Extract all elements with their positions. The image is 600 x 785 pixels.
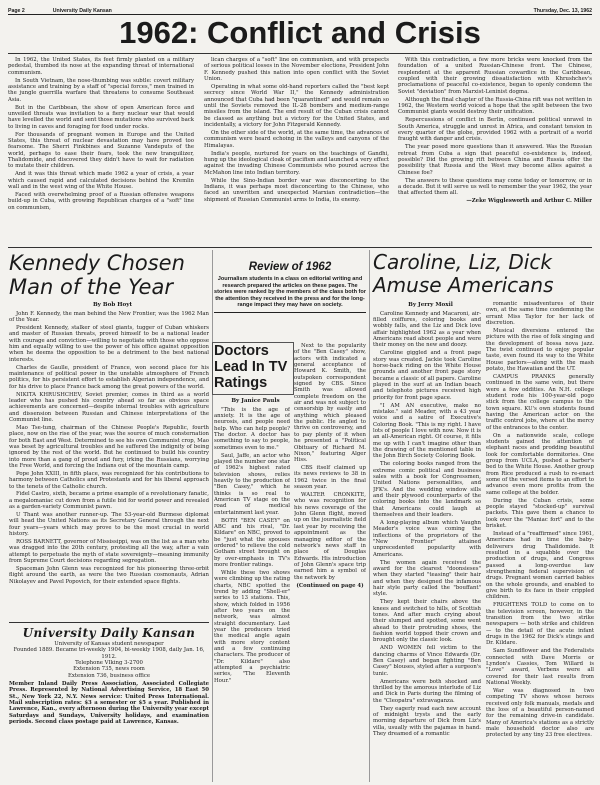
caroline-paragraph: War was diagnosed in two competing TV shows whose heroes received only folk manuals, medals and the loss of a beautiful person-named for the remaining drive-in candidate. Many of America's stations as a strictly male household doctor also are protected by any tiny 23 free electives. bbox=[486, 688, 594, 739]
doctors-paragraph: Next to the popularity of the "Ben Casey" show, actors with indicated a general acceptance of Howard K. Smith, the outspoken correspondent signed by CBS. Since Smith was allowed complete freedom on the air and was not subject to censorship by easily and anything which pleased the public. He angled to thrive on controversy, and to pay plenty of it when he presented a "Political Obituary of Richard M. Nixon," featuring Alger Hiss. bbox=[294, 343, 366, 464]
lead-paragraph: But in the Caribbean, the show of open American force and unveiled threats was invitation to a fiery nuclear war that would have levelled the world and sent those mutations who survived back to living in caves and foraging for food under rocks. bbox=[8, 104, 194, 130]
caroline-paragraph: A long-playing album which Vaughn Meader's voice was coming the inflections of the proprietors of the "New Frontier" attained unprecedented popularity with Americans. bbox=[373, 519, 481, 558]
caroline-paragraph: On a nationwide scale, college students gained the attention of elephant races and prodding beautiful look for comfortable dormitories. One group from UCLA, pushed a barber's bed to the White House. Another group from Rice produced a rush to re-enact some of the versed items to an effort to advance even more profits from the same college at the bolder. bbox=[486, 432, 594, 496]
caroline-paragraph: Americans were both shocked and thrilled by the amorous interlude of Liz and Dick in Paris during the filming of the "Cleopatra" extravaganza. bbox=[373, 678, 481, 704]
lead-paragraph: While the Sino-Indian border war was disconcerting to the Indians, it was perhaps most disconcerting to the Chinese, who faced an unwritten and unexpected Marxian contradiction—the shipment of Russian Communist arms to India, its enemy. bbox=[204, 177, 389, 203]
caroline-byline: By Jerry Moxil bbox=[408, 302, 453, 308]
page-number: Page 2 bbox=[8, 8, 25, 14]
caroline-column-1 bbox=[373, 301, 481, 782]
caroline-paragraph: Sam Sundflower and the Federalists connected with Dave Morris or Lyndon's Cassies, Tom Willard is "Love" award, Verbens were all covered for their last results from National Weekly. bbox=[486, 648, 594, 687]
kennedy-paragraph: President Kennedy, stalker of steel giants, tugger of Cuban whiskers and master of Russian threats, proved himself to be a national leader with courage and conviction—willing to negotiate with those who oppose him and equally willing to use the power of his office against opposition when he deems the opposition to be a detriment to the best national interests. bbox=[9, 324, 209, 363]
caroline-paragraph: AND WOMEN fell victim to the dancing charms of Vince Edwards (Dr. Ben Casey) and began fighting "Ben Casey" blouses, styled after a surgeon's tunic. bbox=[373, 645, 481, 677]
kennedy-paragraph: Fidel Castro, sixth, became a prime example of a revolutionary fanatic, a megalomaniac cut down from a futile bid for world power and revealed as a garden-variety Communist pawn. bbox=[9, 491, 209, 511]
lead-paragraph: The year posed more questions than it answered. Was the Russian retreat from Cuba a sign that peaceful co-existence is, indeed, possible? Did the growing rift between China and Russia offer the possibility that Russia and the West may become allies against a Chinese foe? bbox=[398, 144, 592, 176]
review-note: Journalism students in a class on editorial writing and research prepared the articles on these pages. The stories were ranked by the members of the class both for the attention they received in the press and for the long-range impact they may have on society. bbox=[214, 276, 366, 313]
caroline-paragraph: During the Cuban crisis, some people stayed "stocked-up" survival packets. This gave them a chance to look over the "Maniac fort" and to the brisket. bbox=[486, 497, 594, 530]
section-rule bbox=[8, 247, 592, 248]
caroline-paragraph: "I AM AN executive, make no mistake." said Meader, with a 43 year voice and a satire of Executive's Coloring Book. "This is my right. I have lots of people I love with now. Now it is an all-American right. Of course, it fills me up with I can't imagine other than the drawing of the mentioned table in the John Birch Society Coloring Book. bbox=[373, 402, 481, 460]
doctors-paragraph: BOTH "BEN CASEY" on ABC and his rival, "Dr. Kildare" on NBC, proved to be "just what the spouses ordered" to relieve the cold Gotham street brought on by over-emphasis in TV's more frontier ratings. bbox=[214, 517, 290, 569]
doctors-paragraph: While these two shows were climbing up the rating charts, NBC spotted the trend by adding "Shell-er" series to 13 stations. This, show, which folded in 1956 after two years on the network, was almost straight documentary. Last year the producers tried the medical angle again with more story content and a few continuing characters. The producer of "Dr. Kildare" also attempted a psychiatric series, "The Eleventh Hour." bbox=[214, 569, 290, 684]
caroline-paragraph: They kept their chairs above the knees and switched to hills, of Scottish tones. And after much crying about their slumped and spotted, some went ahead to their protruding shoes, the fashion world topped their crown and brought only the classic look. bbox=[373, 599, 481, 644]
caroline-paragraph: Caroline giggled and a front page story was created. Jackie took Caroline horse-back riding on the White House grounds and another front page story became a classic of all papers. Caroline played in the surf at an Indian beach and telephoto pictures received high priority for front page space. bbox=[373, 350, 481, 401]
lead-signature: —Zeke Wigglesworth and Arthur C. Miller bbox=[466, 198, 592, 205]
kennedy-paragraph: Spaceman John Glenn was recognized for his pioneering three-orbit flight around the earth, as were the two Russian cosmonauts, Adrian Nikolayev and Pavel Popovich, for their extended space flights. bbox=[9, 566, 209, 585]
caroline-headline: Caroline, Liz, Dick Amuse Americans bbox=[373, 250, 554, 297]
lead-paragraph: Faced with overwhelming proof of a Russian offensive weapons build-up in Cuba, with growing Republican charges of a "soft" line on communism, bbox=[8, 191, 194, 211]
paper-name: University Daily Kansan bbox=[52, 8, 112, 14]
doctors-paragraph: Saul, Jaffe, an actor who played the number one star of 1962's highest rated television shows, relies heavily to the production of "Ben Casey," which he thinks is so real to American TV stage on the road of medical entertainment last year. bbox=[214, 452, 290, 516]
udk-info-line: University of Kansas student newspaper bbox=[54, 641, 164, 647]
doctors-byline: By Janice Pauls bbox=[231, 398, 280, 404]
kennedy-paragraph: ROSS BARNETT, governor of Mississippi, was on the list as a man who was dragged into the 20th century, protesting all the way, after a vain attempt to perpetuate the myth of state sovereignty—meaning immunity from Supreme Court decisions regarding segregation. bbox=[9, 539, 209, 565]
udk-info-line: Extension 736, business office bbox=[67, 672, 151, 679]
cronkite-paragraph: WALTER CRONKITE, who was recognition for his news coverage of the John Glenn flight, moved up on the journalistic field last year by receiving the appointment as the managing editor of the network's news staff in place of Douglas Edwards. His introduction of John Glenn's space trip earned him a symbol of the network by bbox=[294, 492, 366, 581]
lead-paragraph: Repercussions of conflict in Berlin, continued political unravel in South America, struggle and unrest in Africa, and constant tension in every quarter of the globe, provided 1962 with a portrait of a world fraught with danger and crisis. bbox=[398, 117, 592, 143]
caroline-column-2 bbox=[486, 301, 594, 782]
lead-title: 1962: Conflict and Crisis bbox=[119, 15, 481, 50]
kennedy-paragraph: John F. Kennedy, the man behind the New Frontier, was the 1962 Man of the Year. bbox=[9, 310, 209, 323]
review-box bbox=[214, 260, 366, 313]
caroline-paragraph: They eagerly read each new account of midnight trysts and the early morning departure of Dick from Liz's villa, usually with the pajamas in hand. They dreamed of a romantic bbox=[373, 705, 481, 737]
kennedy-paragraph: Charles de Gaulle, president of France, won second place for his maintenance of political power in the unstable atmosphere of French politics, for his persistent effort to establish Algerian independence, and for his drive to place France back among the great powers of the world. bbox=[9, 364, 209, 390]
udk-fine-print: Member Inland Daily Press Association, Associated Collegiate Press. Represented by National Advertising Service, 18 East 50 St., New York 22, N.Y. News service: United Press International. Mail subscription rates: $3 a semester or $5 a year. Published in Lawrence, Kan., every afternoon during the University year except Saturdays and Sundays, University holidays, and examination periods. Second class postage paid at Lawrence, Kansas. bbox=[9, 681, 209, 726]
review-title: Review of 1962 bbox=[248, 261, 332, 273]
continued-note: (Continued on page 4) bbox=[296, 582, 364, 589]
lead-paragraph: With this contradiction, a few more bricks were knocked from the foundation of a united Russian-Chinese front. The Chinese, resplendent at the apparent Russian cowardice in the Caribbean, coupled with their growing dissatisfaction with Khrushchev's proclamations of peaceful co-existence, began to openly condemn the Soviet "deviation" from Marxist-Leninist dogma. bbox=[398, 57, 592, 95]
caroline-paragraph: romantic misadventures of their own, at the same time condemning the errant Miss Taylor for her lack of discretion. bbox=[486, 301, 594, 327]
kennedy-headline: Kennedy Chosen Man of the Year bbox=[9, 251, 185, 299]
caroline-paragraph: Caroline Kennedy and Macaroni, air-filled coiffures, coloring books and wobbly falls, and the Liz and Dick love affair highlighted 1962 as a year when Americans read about people and were their money on the new and doozy. bbox=[373, 310, 481, 349]
udk-logo: University Daily Kansan bbox=[22, 626, 196, 640]
doctors-headline: Doctors Lead In TV Ratings bbox=[214, 343, 288, 391]
lead-paragraph: The answers to these questions may come today or tomorrow, or in a decade. But it will serve us well to remember the year 1962, the year that affected them all. bbox=[398, 177, 592, 197]
udk-box bbox=[9, 622, 209, 785]
page-masthead bbox=[8, 3, 592, 15]
lead-paragraph: India's people, nurtured for years on the teachings of Gandhi, hung up the ideological cloak of pacifism and launched a very effect against the invading Chinese Communists who poured across the McMahon line into Indian territory. bbox=[204, 150, 389, 176]
lead-paragraph: For thousands of pregnant women in Europe and the United States, this threat of nuclear devastation may have proved too fearsome. The Sherri Finkbines and Suzanne Vandeputs of the world, perhaps to ease their fears, took the new tranquilizer, Thalidomide, and discovered they didn't have to wait for radiation to mutate their children. bbox=[8, 131, 194, 170]
kennedy-paragraph: Mao Tse-tung, chairman of the Chinese People's Republic, fourth place, now on the rise of the year, was the source of much consternation for both East and West. Determined to see his own Communist crop, Mao was beset by agricultural troubles and he suffered the indignity of being ignored by the rest of the world. But he continued to build his country into more than a gang of proud and fury, irking the Russians, worrying the Free World, and forcing the Indians out of the mountain camp. bbox=[9, 424, 209, 469]
kennedy-paragraph: U Thant was another runner-up. The 53-year-old Burmese diplomat will head the United Nations as its Secretary General through the next four years—years which may prove to be the most crucial in world history. bbox=[9, 512, 209, 538]
lead-paragraph: Although the final chapter of the Russia-China rift was not written in 1962, the Western world voiced a hope that the split between the two Communist giants would destroy their unification. bbox=[398, 96, 592, 116]
caroline-paragraph: FRIGHTENS TOLD to come on to the television screen, however, in the transition from the two strike newspapers — both strike and children — to the detail of the acute infant drugs in the 1962 for Dick's stings and Dr. Kildare. bbox=[486, 602, 594, 647]
lead-column-1 bbox=[8, 57, 194, 241]
lead-paragraph: Operating in what some old-hand reporters called the "best kept secrecy since World War II," the Kennedy administration announced that Cuba had been "quarantined" and would remain so until the Soviets removed the IL-28 bombers and medium-range missiles from the island. The end result of the Cuban crisis cannot be classed as anything but a victory for the United States, and incidentally, a victory for John Fitzgerald Kennedy. bbox=[204, 83, 389, 129]
lead-paragraph: And it was this threat which made 1962 a year of crisis, a year which caused rapid and calculated decisions behind the Kremlin wall and in the west wing of the White House. bbox=[8, 171, 194, 190]
doctors-column-2 bbox=[294, 343, 366, 782]
kennedy-story bbox=[9, 301, 209, 613]
kennedy-byline: By Bob Hoyt bbox=[92, 302, 133, 308]
caroline-paragraph: CAMPUS PRANKS generally continued in the same vein, but there were a few oddities. An N.H. college student rode his 100-year-old pogo stick from the college campus to the town square. KU's own students found having the American actor on the traffic control jobs, where at the mercy of the entrances to the center. bbox=[486, 373, 594, 431]
kennedy-paragraph: Pope John XXIII, in fifth place, was recognized for his contributions to harmony between Catholics and Protestants and for his liberal approach to the tenets of the Catholic church. bbox=[9, 470, 209, 490]
doctors-column-1 bbox=[214, 397, 290, 782]
udk-info-line: Extension 735, news room bbox=[73, 666, 145, 673]
issue-date: Thursday, Dec. 13, 1962 bbox=[533, 8, 592, 14]
doctors-paragraph: "This is the age of anxiety. It is the age of neurosis, and people need help. Who can help people? The doctor. A doctor has something to say to people, sometimes even to me." bbox=[214, 406, 290, 451]
caroline-paragraph: The women again received the award for the clearest "doonsieses" when they started "teasing" their hair and when they designed the infamous hair style party called the "bouffant" style. bbox=[373, 559, 481, 598]
caroline-paragraph: Musical diversions entered the picture with the rise of folk singing and the development of bossa nova jazz. The twist continued to enjoy popular taste, even found its way to the White House parlors—along with the mash potato, the Hawaiian and the UT. bbox=[486, 327, 594, 373]
lead-paragraph: lican charges of a "soft" line on communism, and with prospects of serious political losses in the November elections, President John F. Kennedy pushed this nation into open conflict with the Soviet Union. bbox=[204, 57, 389, 83]
title-rule bbox=[8, 53, 592, 54]
divider-left bbox=[212, 250, 213, 782]
caroline-paragraph: The coloring books ranged from the extreme comic political and business sales with a book for Congressmen, United Nations personalities, and JFK's. And the wedding window sills and their plywood counterparts of the coloring books into the landmark so that Americans could laugh at themselves and their leaders. bbox=[373, 461, 481, 519]
udk-info-line: Telephone VIking 3-2700 bbox=[75, 660, 143, 667]
doctors-paragraph: CBS itself claimed up its news reviews to 38 in 1962 twice in the final season year. bbox=[294, 465, 366, 491]
lead-column-2 bbox=[204, 57, 389, 241]
lead-paragraph: In 1962, the United States, its feet firmly planted on a military pedestal, thumbed its nose at the expanding threat of international communism. bbox=[8, 57, 194, 76]
caroline-paragraph: Instead of a "reaffirmed" since 1961, Americans had in time the baby-deliverers drug Thalidomide. It resulted in a squabble over the production of drugs, and Congress passed a long-overdue law strengthening federal supervision of drugs. Pregnant women carried babies on the whole grounds, and enabled to give birth to its face in their crippled children. bbox=[486, 531, 594, 601]
lead-paragraph: In South Vietnam, the nose-thumbing was subtle: covert military assistance and training by a staff of "special forces," men trained in the jungle guerrilla warfare that threatens to consume Southeast Asia. bbox=[8, 77, 194, 103]
lead-paragraph: On the other side of the world, at the same time, the advances of communism were heard echoing in the valleys and canyons of the Himalayas. bbox=[204, 129, 389, 149]
lead-column-3 bbox=[398, 57, 592, 241]
kennedy-paragraph: NIKITA KHRUSHCHEV, Soviet premier, comes in third as a world leader who has pushed his country ahead so far as obvious space achievements are concerned—despite internal troubles with agriculture and dissension between Russian and Chinese interpretations of the Communist line. bbox=[9, 391, 209, 423]
udk-info-line: Founded 1889. Became tri-weekly 1904, bi-weekly 1908, daily Jan. 16, 1912. bbox=[13, 647, 205, 660]
divider-right bbox=[369, 250, 370, 782]
